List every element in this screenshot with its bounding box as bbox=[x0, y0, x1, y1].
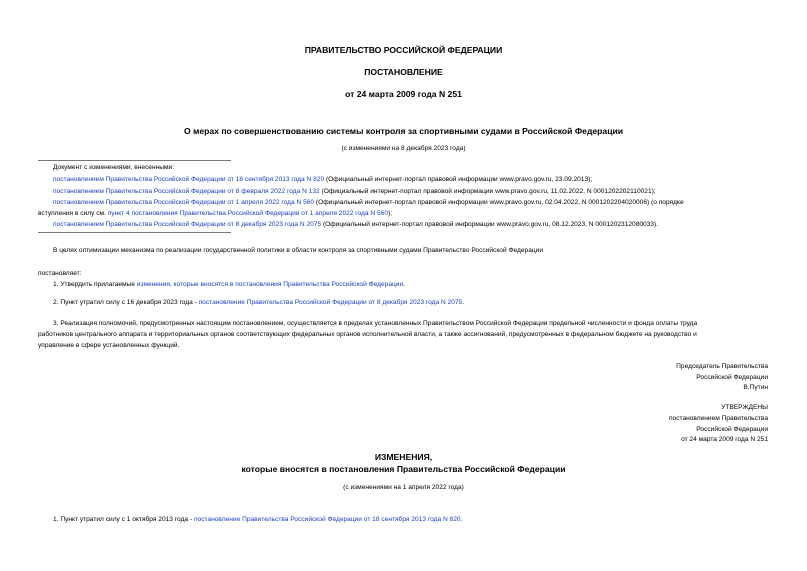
amendment-item: постановлением Правительства Российской Федерации от 8 февраля 2022 года N 132 (Официальный интернет-портал правовой информации www.pravo.gov.ru, 11.02.2022, N 0001202202110021); bbox=[53, 188, 656, 195]
preamble: В целях оптимизации механизма по реализации государственной политики в области контроля за спортивными судами Правительство Российской Федерации bbox=[53, 247, 544, 254]
document-type: ПОСТАНОВЛЕНИЕ bbox=[364, 67, 443, 77]
government-heading: ПРАВИТЕЛЬСТВО РОССИЙСКОЙ ФЕДЕРАЦИИ bbox=[304, 45, 503, 55]
amendment-item: постановлением Правительства Российской Федерации от 1 апреля 2022 года N 560 (Официальный интернет-портал правовой информации www.pravo.gov.ru, 02.04.2022, N 0001202204020006) (о порядке bbox=[53, 199, 684, 206]
changes-revision-note: (с изменениями на 1 апреля 2022 года) bbox=[343, 484, 464, 491]
paragraph-3-line: работников центрального аппарата и территориальных органов соответствующих федеральных органов исполнительной власти, а также ассигнований, предусмотренных в федеральном бюджете на руководство и bbox=[38, 331, 697, 338]
changes-item-1: 1. Пункт утратил силу с 1 октября 2013 года - постановление Правительства Российской Федерации от 18 сентября 2013 года N 820. bbox=[53, 516, 463, 523]
approval-line: постановлением Правительства bbox=[668, 415, 768, 422]
amendment-item: постановлением Правительства Российской Федерации от 8 декабря 2023 года N 2075 (Официальный интернет-портал правовой информации www.pravo.gov.ru, 08.12.2023, N 0001202312080033). bbox=[53, 221, 659, 228]
document-date-number: от 24 марта 2009 года N 251 bbox=[345, 89, 462, 99]
amendment-item: вступления в силу см. пункт 4 постановления Правительства Российской Федерации от 1 апреля 2022 года N 560); bbox=[38, 210, 393, 217]
decree-word: постановляет: bbox=[38, 270, 82, 277]
changes-subtitle: которые вносятся в постановления Правительства Российской Федерации bbox=[241, 464, 566, 474]
paragraph-3-line: управление в сфере установленных функций. bbox=[38, 342, 180, 349]
approval-line: от 24 марта 2009 года N 251 bbox=[681, 436, 768, 443]
revision-note: (с изменениями на 8 декабря 2023 года) bbox=[341, 145, 466, 152]
document-title: О мерах по совершенствованию системы контроля за спортивными судами в Российской Федерации bbox=[183, 126, 624, 136]
paragraph-1: 1. Утвердить прилагаемые изменения, которые вносятся в постановления Правительства Российской Федерации. bbox=[53, 281, 405, 288]
approval-line: Российской Федерации bbox=[696, 426, 768, 433]
decree-820-link[interactable]: постановление Правительства Российской Федерации от 18 сентября 2013 года N 820 bbox=[193, 516, 461, 523]
amendment-link[interactable]: постановлением Правительства Российской Федерации от 1 апреля 2022 года N 560 bbox=[53, 199, 315, 206]
approval-heading: УТВЕРЖДЕНЫ bbox=[721, 404, 768, 411]
changes-title: ИЗМЕНЕНИЯ, bbox=[374, 452, 433, 462]
decree-2075-link[interactable]: постановление Правительства Российской Федерации от 8 декабря 2023 года N 2075 bbox=[198, 299, 463, 306]
signature-org: Российской Федерации bbox=[696, 374, 768, 381]
amendment-item: постановлением Правительства Российской Федерации от 18 сентября 2013 года N 820 (Официальный интернет-портал правовой информации www.pravo.gov.ru, 23.09.2013); bbox=[53, 176, 593, 183]
amendment-link[interactable]: постановлением Правительства Российской Федерации от 8 февраля 2022 года N 132 bbox=[53, 188, 320, 195]
amendment-link[interactable]: постановлением Правительства Российской Федерации от 8 декабря 2023 года N 2075 bbox=[53, 221, 322, 228]
amendment-link[interactable]: пункт 4 постановления Правительства Российской Федерации от 1 апреля 2022 года N 560 bbox=[107, 210, 388, 217]
paragraph-2: 2. Пункт утратил силу с 16 декабря 2023 года - постановление Правительства Российской Федерации от 8 декабря 2023 года N 2075. bbox=[53, 299, 465, 306]
amendments-intro: Документ с изменениями, внесенными: bbox=[53, 164, 175, 171]
divider-top bbox=[38, 160, 231, 161]
signature-name: В.Путин bbox=[743, 384, 768, 391]
signature-title: Председатель Правительства bbox=[676, 363, 768, 370]
changes-link[interactable]: изменения, которые вносятся в постановления Правительства Российской Федерации bbox=[136, 281, 404, 288]
amendment-link[interactable]: постановлением Правительства Российской Федерации от 18 сентября 2013 года N 820 bbox=[53, 176, 325, 183]
divider-bottom bbox=[38, 232, 231, 233]
paragraph-3-line: 3. Реализация полномочий, предусмотренных настоящим постановлением, осуществляется в пределах установленных Правительством Российской Федерации предельной численности и фонда оплаты труда bbox=[53, 320, 698, 327]
